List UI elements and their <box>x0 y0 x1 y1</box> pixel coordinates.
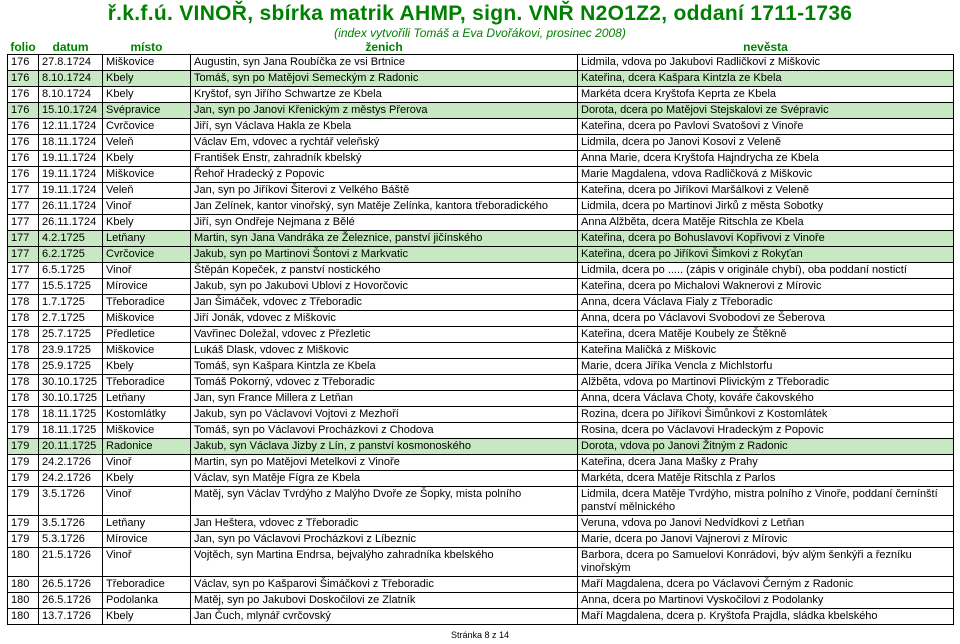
groom-cell: Tomáš, syn po Václavovi Procházkovi z Chodova <box>191 423 578 439</box>
table-row <box>8 391 954 407</box>
groom-cell: Jakub, syn po Jakubovi Ublovi z Hovorčovic <box>191 279 578 295</box>
page-subtitle: (index vytvořili Tomáš a Eva Dvořákovi, prosinec 2008) <box>334 26 626 40</box>
bride-cell: Veruna, vdova po Janovi Nedvídkovi z Letňan <box>578 516 954 532</box>
place-cell: Třeboradice <box>103 375 191 391</box>
place-cell: Kbely <box>103 151 191 167</box>
folio-cell: 176 <box>8 103 39 119</box>
groom-cell: Jiří, syn Václava Hakla ze Kbela <box>191 119 578 135</box>
table-row <box>8 247 954 263</box>
folio-cell: 176 <box>8 87 39 103</box>
folio-cell: 180 <box>8 609 39 625</box>
table-row <box>8 577 954 593</box>
place-cell: Předletice <box>103 327 191 343</box>
groom-cell: Vavřinec Doležal, vdovec z Přezletic <box>191 327 578 343</box>
place-cell: Vinoř <box>103 487 191 516</box>
bride-cell: Lidmila, dcera Matěje Tvrdýho, mistra polního z Vinoře, poddaní černínští panství mělnického <box>578 487 954 516</box>
groom-cell: Jan, syn France Millera z Letňan <box>191 391 578 407</box>
place-cell: Kbely <box>103 215 191 231</box>
date-cell: 30.10.1725 <box>39 375 103 391</box>
groom-cell: Jan, syn po Janovi Křenickým z městys Přerova <box>191 103 578 119</box>
place-cell: Miškovice <box>103 343 191 359</box>
groom-cell: Václav, syn po Kašparovi Šimáčkovi z Třeboradic <box>191 577 578 593</box>
place-cell: Podolanka <box>103 593 191 609</box>
bride-cell: Kateřina, dcera Kašpara Kintzla ze Kbela <box>578 71 954 87</box>
place-cell: Radonice <box>103 439 191 455</box>
bride-cell: Barbora, dcera po Samuelovi Konrádovi, býv alým šenkýři a řezníku vinořským <box>578 548 954 577</box>
table-row <box>8 183 954 199</box>
date-cell: 8.10.1724 <box>39 87 103 103</box>
groom-cell: Jiří, syn Ondřeje Nejmana z Bělé <box>191 215 578 231</box>
date-cell: 15.10.1724 <box>39 103 103 119</box>
folio-cell: 179 <box>8 455 39 471</box>
folio-cell: 178 <box>8 327 39 343</box>
place-cell: Kbely <box>103 359 191 375</box>
folio-cell: 176 <box>8 151 39 167</box>
bride-cell: Anna Marie, dcera Kryštofa Hajndrycha ze Kbela <box>578 151 954 167</box>
table-row <box>8 55 954 71</box>
bride-cell: Anna, dcera po Martinovi Vyskočilovi z Podolanky <box>578 593 954 609</box>
folio-cell: 178 <box>8 295 39 311</box>
column-header-datum: datum <box>52 40 89 54</box>
table-row <box>8 279 954 295</box>
bride-cell: Lidmila, dcera po Martinovi Jirků z města Sobotky <box>578 199 954 215</box>
place-cell: Letňany <box>103 391 191 407</box>
folio-cell: 176 <box>8 119 39 135</box>
place-cell: Cvrčovice <box>103 247 191 263</box>
folio-cell: 178 <box>8 375 39 391</box>
groom-cell: Václav Em, vdovec a rychtář veleňský <box>191 135 578 151</box>
place-cell: Miškovice <box>103 423 191 439</box>
date-cell: 6.2.1725 <box>39 247 103 263</box>
table-row <box>8 548 954 577</box>
bride-cell: Maří Magdalena, dcera po Václavovi Černým z Radonic <box>578 577 954 593</box>
place-cell: Vinoř <box>103 455 191 471</box>
table-row <box>8 87 954 103</box>
place-cell: Vinoř <box>103 199 191 215</box>
folio-cell: 177 <box>8 279 39 295</box>
folio-cell: 179 <box>8 532 39 548</box>
groom-cell: Řehoř Hradecký z Popovic <box>191 167 578 183</box>
bride-cell: Lidmila, vdova po Jakubovi Radličkovi z Miškovic <box>578 55 954 71</box>
date-cell: 24.2.1726 <box>39 471 103 487</box>
table-row <box>8 103 954 119</box>
bride-cell: Marie Magdalena, vdova Radličková z Miškovic <box>578 167 954 183</box>
folio-cell: 177 <box>8 247 39 263</box>
bride-cell: Kateřina, dcera Jana Mašky z Prahy <box>578 455 954 471</box>
groom-cell: Lukáš Dlask, vdovec z Miškovic <box>191 343 578 359</box>
folio-cell: 178 <box>8 359 39 375</box>
table-row <box>8 327 954 343</box>
place-cell: Veleň <box>103 135 191 151</box>
table-row <box>8 135 954 151</box>
date-cell: 26.11.1724 <box>39 199 103 215</box>
place-cell: Miškovice <box>103 167 191 183</box>
place-cell: Miškovice <box>103 55 191 71</box>
date-cell: 19.11.1724 <box>39 183 103 199</box>
date-cell: 2.7.1725 <box>39 311 103 327</box>
groom-cell: Václav, syn Matěje Fígra ze Kbela <box>191 471 578 487</box>
date-cell: 18.11.1724 <box>39 135 103 151</box>
groom-cell: Jan Heštera, vdovec z Třeboradic <box>191 516 578 532</box>
date-cell: 24.2.1726 <box>39 455 103 471</box>
date-cell: 25.9.1725 <box>39 359 103 375</box>
groom-cell: Tomáš Pokorný, vdovec z Třeboradic <box>191 375 578 391</box>
table-row <box>8 343 954 359</box>
place-cell: Miškovice <box>103 311 191 327</box>
date-cell: 18.11.1725 <box>39 407 103 423</box>
date-cell: 30.10.1725 <box>39 391 103 407</box>
table-row <box>8 167 954 183</box>
column-header-misto: místo <box>130 40 163 54</box>
table-row <box>8 455 954 471</box>
date-cell: 12.11.1724 <box>39 119 103 135</box>
folio-cell: 176 <box>8 55 39 71</box>
marriage-index-table <box>7 41 954 625</box>
folio-cell: 178 <box>8 407 39 423</box>
folio-cell: 176 <box>8 167 39 183</box>
folio-cell: 179 <box>8 439 39 455</box>
bride-cell: Kateřina, dcera po Jiříkovi Šimkovi z Rokyťan <box>578 247 954 263</box>
date-cell: 19.11.1724 <box>39 151 103 167</box>
place-cell: Kbely <box>103 609 191 625</box>
page-number: Stránka 8 z 14 <box>450 630 510 640</box>
date-cell: 21.5.1726 <box>39 548 103 577</box>
groom-cell: Jiří Jonák, vdovec z Miškovic <box>191 311 578 327</box>
bride-cell: Marie, dcera po Janovi Vajnerovi z Mírovic <box>578 532 954 548</box>
column-header-folio: folio <box>10 40 36 54</box>
folio-cell: 177 <box>8 263 39 279</box>
groom-cell: František Enstr, zahradník kbelský <box>191 151 578 167</box>
date-cell: 3.5.1726 <box>39 487 103 516</box>
groom-cell: Kryštof, syn Jiřího Schwartze ze Kbela <box>191 87 578 103</box>
groom-cell: Tomáš, syn po Matějovi Semeckým z Radonic <box>191 71 578 87</box>
bride-cell: Kateřina, dcera po Bohuslavovi Kopřivovi z Vinoře <box>578 231 954 247</box>
bride-cell: Lidmila, dcera po ..... (zápis v originále chybí), oba poddaní nostictí <box>578 263 954 279</box>
page-title: ř.k.f.ú. VINOŘ, sbírka matrik AHMP, sign. VNŘ N2O1Z2, oddaní 1711-1736 <box>107 2 853 25</box>
folio-cell: 177 <box>8 199 39 215</box>
place-cell: Mírovice <box>103 532 191 548</box>
groom-cell: Matěj, syn Václav Tvrdýho z Malýho Dvoře ze Šopky, mista polního <box>191 487 578 516</box>
folio-cell: 180 <box>8 593 39 609</box>
date-cell: 23.9.1725 <box>39 343 103 359</box>
groom-cell: Jakub, syn po Václavovi Vojtovi z Mezhoří <box>191 407 578 423</box>
folio-cell: 176 <box>8 71 39 87</box>
bride-cell: Markéta dcera Kryštofa Keprta ze Kbela <box>578 87 954 103</box>
table-row <box>8 532 954 548</box>
folio-cell: 179 <box>8 423 39 439</box>
groom-cell: Jan Čuch, mlynář cvrčovský <box>191 609 578 625</box>
folio-cell: 179 <box>8 471 39 487</box>
table-row <box>8 487 954 516</box>
date-cell: 20.11.1725 <box>39 439 103 455</box>
bride-cell: Kateřina, dcera po Pavlovi Svatošovi z Vinoře <box>578 119 954 135</box>
place-cell: Třeboradice <box>103 295 191 311</box>
date-cell: 6.5.1725 <box>39 263 103 279</box>
place-cell: Letňany <box>103 231 191 247</box>
groom-cell: Jan Šimáček, vdovec z Třeboradic <box>191 295 578 311</box>
groom-cell: Jan, syn po Václavovi Procházkovi z Líbeznic <box>191 532 578 548</box>
column-header-nevesta: nevěsta <box>743 40 788 54</box>
groom-cell: Jakub, syn po Martinovi Šontovi z Markvatic <box>191 247 578 263</box>
folio-cell: 178 <box>8 343 39 359</box>
bride-cell: Rozina, dcera po Jiříkovi Šimůnkovi z Kostomlátek <box>578 407 954 423</box>
date-cell: 3.5.1726 <box>39 516 103 532</box>
folio-cell: 180 <box>8 577 39 593</box>
folio-cell: 178 <box>8 391 39 407</box>
groom-cell: Jan, syn po Jiříkovi Šiterovi z Velkého Báště <box>191 183 578 199</box>
bride-cell: Kateřina, dcera po Jiříkovi Maršálkovi z Veleně <box>578 183 954 199</box>
folio-cell: 178 <box>8 311 39 327</box>
table-row <box>8 263 954 279</box>
bride-cell: Anna Alžběta, dcera Matěje Ritschla ze Kbela <box>578 215 954 231</box>
place-cell: Vinoř <box>103 263 191 279</box>
table-row <box>8 215 954 231</box>
table-row <box>8 311 954 327</box>
bride-cell: Markéta, dcera Matěje Ritschla z Parlos <box>578 471 954 487</box>
groom-cell: Matěj, syn po Jakubovi Doskočilovi ze Zlatník <box>191 593 578 609</box>
date-cell: 19.11.1724 <box>39 167 103 183</box>
bride-cell: Maří Magdalena, dcera p. Kryštofa Prajdla, sládka kbelského <box>578 609 954 625</box>
date-cell: 27.8.1724 <box>39 55 103 71</box>
table-body <box>8 55 954 625</box>
table-row <box>8 119 954 135</box>
place-cell: Veleň <box>103 183 191 199</box>
place-cell: Kbely <box>103 71 191 87</box>
place-cell: Třeboradice <box>103 577 191 593</box>
date-cell: 1.7.1725 <box>39 295 103 311</box>
table-row <box>8 593 954 609</box>
folio-cell: 179 <box>8 516 39 532</box>
bride-cell: Rosina, dcera po Václavovi Hradeckým z Popovic <box>578 423 954 439</box>
table-row <box>8 199 954 215</box>
bride-cell: Kateřina, dcera Matěje Koubely ze Štěkně <box>578 327 954 343</box>
bride-cell: Kateřina, dcera po Michalovi Waknerovi z Mírovic <box>578 279 954 295</box>
groom-cell: Martin, syn po Matějovi Metelkovi z Vinoře <box>191 455 578 471</box>
date-cell: 25.7.1725 <box>39 327 103 343</box>
date-cell: 26.5.1726 <box>39 593 103 609</box>
folio-cell: 180 <box>8 548 39 577</box>
date-cell: 4.2.1725 <box>39 231 103 247</box>
table-row <box>8 516 954 532</box>
place-cell: Cvrčovice <box>103 119 191 135</box>
place-cell: Mírovice <box>103 279 191 295</box>
place-cell: Kbely <box>103 471 191 487</box>
folio-cell: 177 <box>8 231 39 247</box>
date-cell: 13.7.1726 <box>39 609 103 625</box>
groom-cell: Martin, syn Jana Vandráka ze Železnice, panství jičínského <box>191 231 578 247</box>
table-row <box>8 423 954 439</box>
groom-cell: Jakub, syn Václava Jizby z Lín, z panství kosmonoského <box>191 439 578 455</box>
groom-cell: Augustin, syn Jana Roubíčka ze vsi Brtnice <box>191 55 578 71</box>
folio-cell: 176 <box>8 135 39 151</box>
bride-cell: Marie, dcera Jiříka Vencla z Michlstorfu <box>578 359 954 375</box>
bride-cell: Kateřina Maličká z Miškovic <box>578 343 954 359</box>
groom-cell: Tomáš, syn Kašpara Kintzla ze Kbela <box>191 359 578 375</box>
groom-cell: Vojtěch, syn Martina Endrsa, bejvalýho zahradníka kbelského <box>191 548 578 577</box>
table-row <box>8 407 954 423</box>
place-cell: Vinoř <box>103 548 191 577</box>
bride-cell: Dorota, vdova po Janovi Žitným z Radonic <box>578 439 954 455</box>
table-row <box>8 295 954 311</box>
date-cell: 15.5.1725 <box>39 279 103 295</box>
table-row <box>8 151 954 167</box>
table-row <box>8 375 954 391</box>
table-header-row <box>8 41 954 55</box>
bride-cell: Anna, dcera Václava Fialy z Třeboradic <box>578 295 954 311</box>
date-cell: 18.11.1725 <box>39 423 103 439</box>
table-row <box>8 71 954 87</box>
place-cell: Kbely <box>103 87 191 103</box>
table-row <box>8 609 954 625</box>
date-cell: 26.11.1724 <box>39 215 103 231</box>
table-row <box>8 439 954 455</box>
bride-cell: Lidmila, dcera po Janovi Kosovi z Veleně <box>578 135 954 151</box>
bride-cell: Anna, dcera po Václavovi Svobodovi ze Šeberova <box>578 311 954 327</box>
date-cell: 26.5.1726 <box>39 577 103 593</box>
place-cell: Svépravice <box>103 103 191 119</box>
folio-cell: 177 <box>8 215 39 231</box>
place-cell: Kostomlátky <box>103 407 191 423</box>
table-row <box>8 359 954 375</box>
groom-cell: Štěpán Kopeček, z panství nostického <box>191 263 578 279</box>
table-row <box>8 471 954 487</box>
date-cell: 8.10.1724 <box>39 71 103 87</box>
folio-cell: 177 <box>8 183 39 199</box>
place-cell: Letňany <box>103 516 191 532</box>
bride-cell: Anna, dcera Václava Choty, kováře čakovského <box>578 391 954 407</box>
column-header-zenich: ženich <box>365 40 403 54</box>
bride-cell: Dorota, dcera po Matějovi Stejskalovi ze Svépravic <box>578 103 954 119</box>
groom-cell: Jan Zelínek, kantor vinořský, syn Matěje Zelínka, kantora třeboradického <box>191 199 578 215</box>
table-row <box>8 231 954 247</box>
bride-cell: Alžběta, vdova po Martinovi Plivickým z Třeboradic <box>578 375 954 391</box>
folio-cell: 179 <box>8 487 39 516</box>
date-cell: 5.3.1726 <box>39 532 103 548</box>
